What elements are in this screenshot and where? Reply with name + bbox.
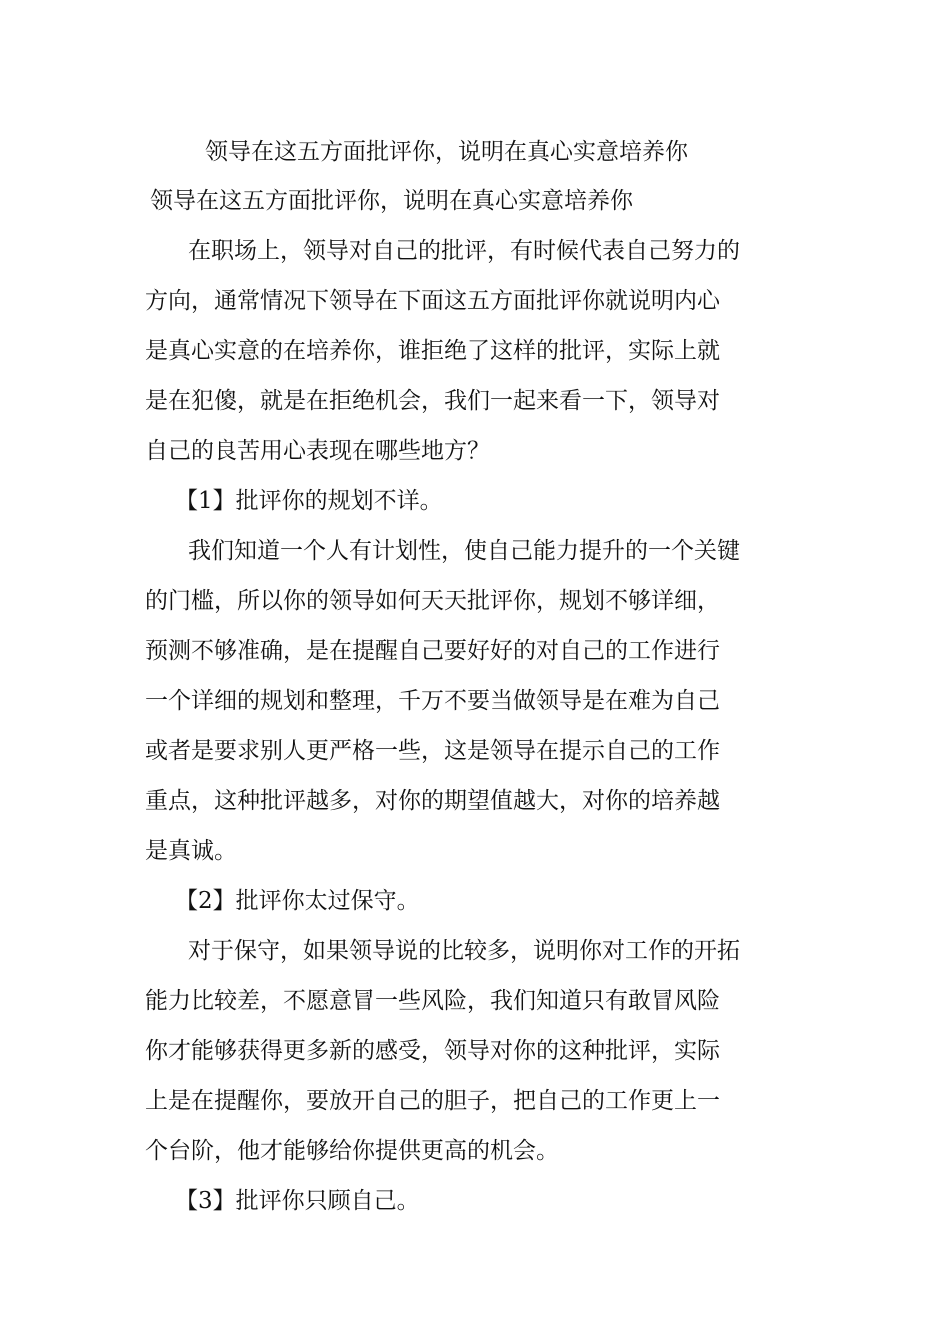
document-title: 领导在这五方面批评你，说明在真心实意培养你	[205, 139, 688, 165]
paragraph-line: 上是在提醒你，要放开自己的胆子，把自己的工作更上一	[145, 1088, 720, 1114]
paragraph-line: 是真心实意的在培养你，谁拒绝了这样的批评，实际上就	[145, 338, 720, 364]
section-heading-2: 【2】批评你太过保守。	[175, 888, 420, 914]
section-heading-3: 【3】批评你只顾自己。	[175, 1188, 420, 1214]
paragraph-line: 是真诚。	[145, 838, 237, 864]
paragraph-line: 是在犯傻，就是在拒绝机会，我们一起来看一下，领导对	[145, 388, 720, 414]
section-heading-1: 【1】批评你的规划不详。	[175, 488, 443, 514]
paragraph-line: 能力比较差，不愿意冒一些风险，我们知道只有敢冒风险	[145, 988, 720, 1014]
paragraph-line: 方向，通常情况下领导在下面这五方面批评你就说明内心	[145, 288, 720, 314]
paragraph-line: 一个详细的规划和整理，千万不要当做领导是在难为自己	[145, 688, 720, 714]
paragraph-line: 对于保守，如果领导说的比较多，说明你对工作的开拓	[188, 938, 740, 964]
paragraph-line: 个台阶，他才能够给你提供更高的机会。	[145, 1138, 559, 1164]
paragraph-line: 我们知道一个人有计划性，使自己能力提升的一个关键	[188, 538, 740, 564]
paragraph-line: 重点，这种批评越多，对你的期望值越大，对你的培养越	[145, 788, 720, 814]
paragraph-line: 的门槛，所以你的领导如何天天批评你，规划不够详细，	[145, 588, 720, 614]
paragraph-line: 或者是要求别人更严格一些，这是领导在提示自己的工作	[145, 738, 720, 764]
document-subtitle: 领导在这五方面批评你，说明在真心实意培养你	[150, 188, 633, 214]
paragraph-line: 你才能够获得更多新的感受，领导对你的这种批评，实际	[145, 1038, 720, 1064]
paragraph-line: 在职场上，领导对自己的批评，有时候代表自己努力的	[188, 238, 740, 264]
paragraph-line: 预测不够准确，是在提醒自己要好好的对自己的工作进行	[145, 638, 720, 664]
paragraph-line: 自己的良苦用心表现在哪些地方？	[145, 438, 490, 464]
